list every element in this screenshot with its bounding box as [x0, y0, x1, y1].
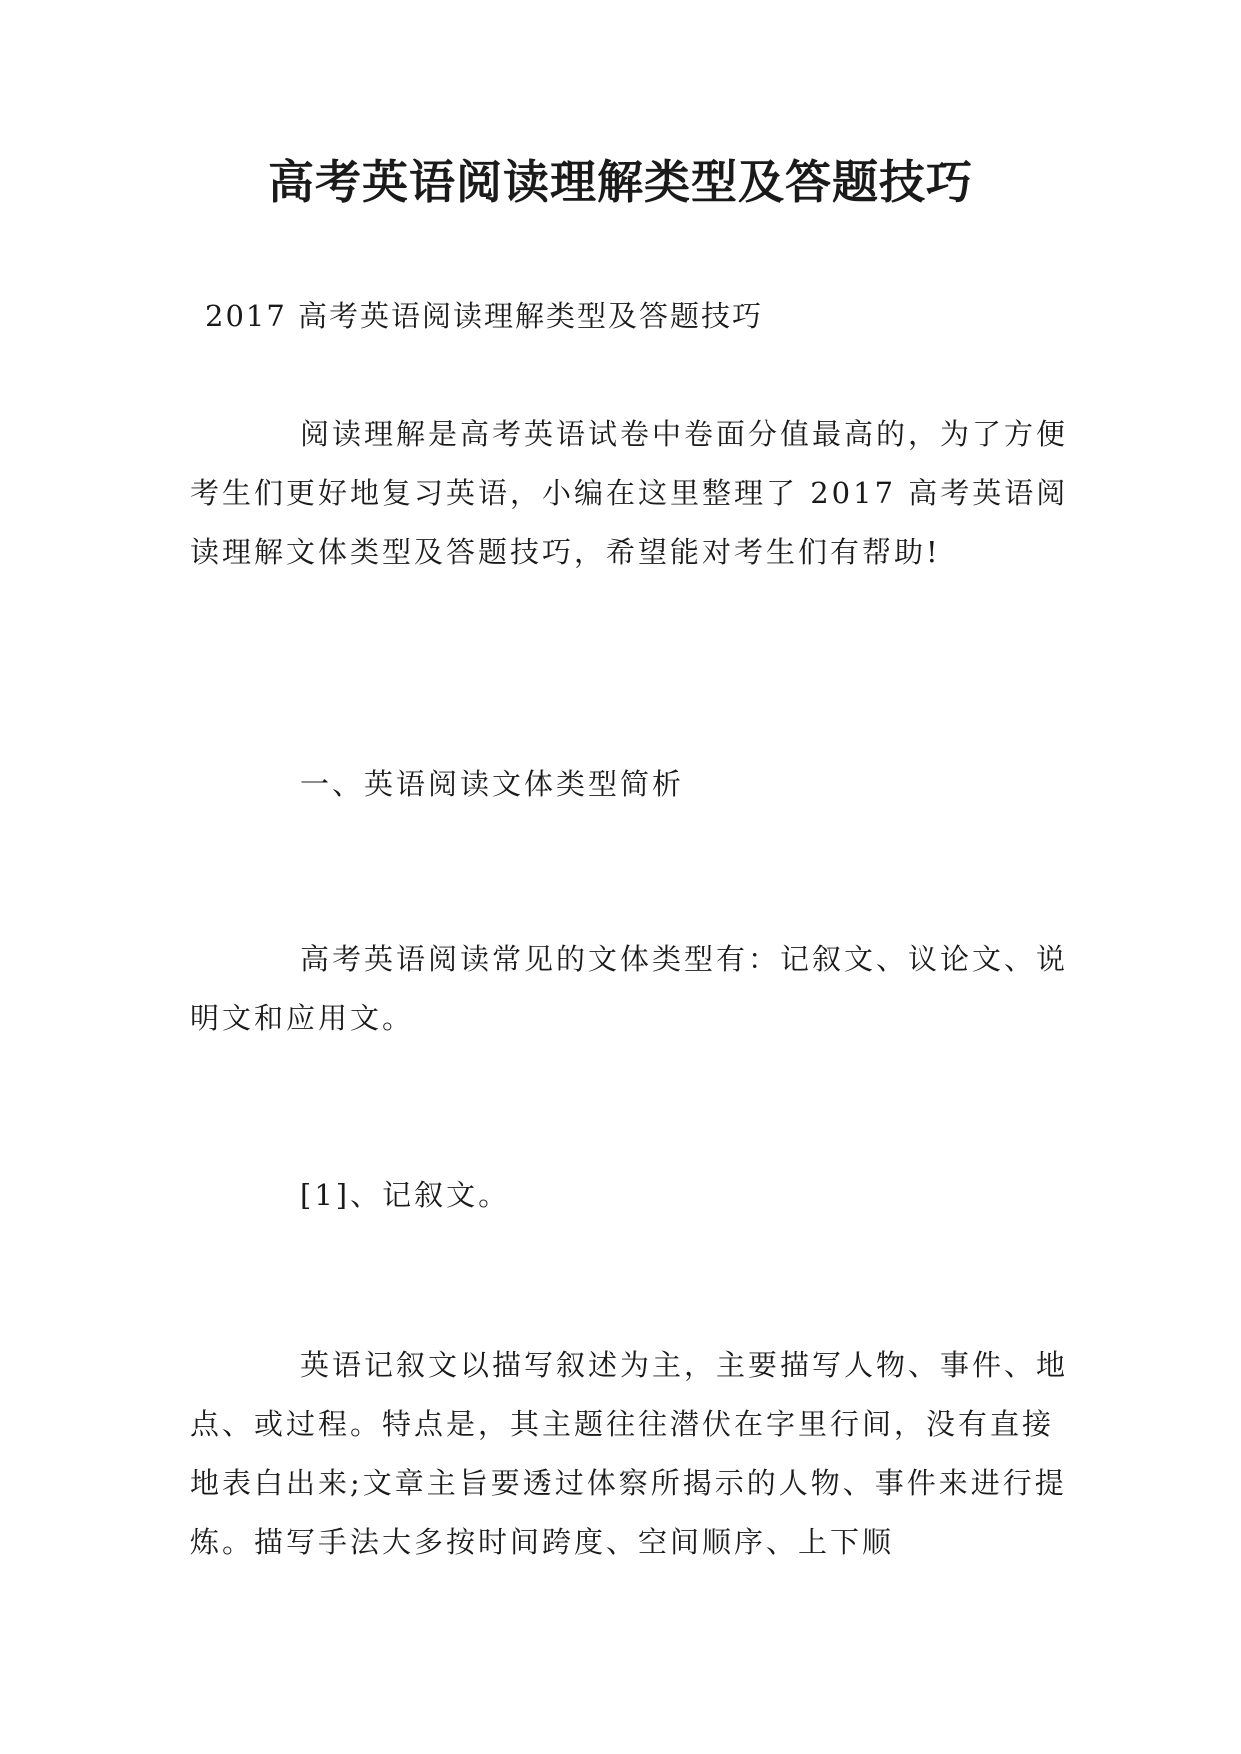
subsection-heading: [1]、记叙文。 — [300, 1178, 511, 1212]
intro-paragraph: 阅读理解是高考英语试卷中卷面分值最高的，为了方便考生们更好地复习英语，小编在这里整理了 2017 高考英语阅读理解文体类型及答题技巧，希望能对考生们有帮助! — [190, 417, 1069, 569]
body-paragraph: 英语记叙文以描写叙述为主，主要描写人物、事件、地点、或过程。特点是，其主题往往潜伏在字里行间，没有直接地表白出来;文章主旨要透过体察所揭示的人物、事件来进行提炼。描写手法大多按时间跨度、空间顺序、上下顺 — [190, 1348, 1069, 1559]
document-title: 高考英语阅读理解类型及答题技巧 — [268, 155, 973, 209]
body-paragraph: 高考英语阅读常见的文体类型有：记叙文、议论文、说明文和应用文。 — [190, 942, 1069, 1035]
document-subtitle: 2017 高考英语阅读理解类型及答题技巧 — [205, 299, 764, 333]
section-heading: 一、英语阅读文体类型简析 — [300, 767, 685, 801]
